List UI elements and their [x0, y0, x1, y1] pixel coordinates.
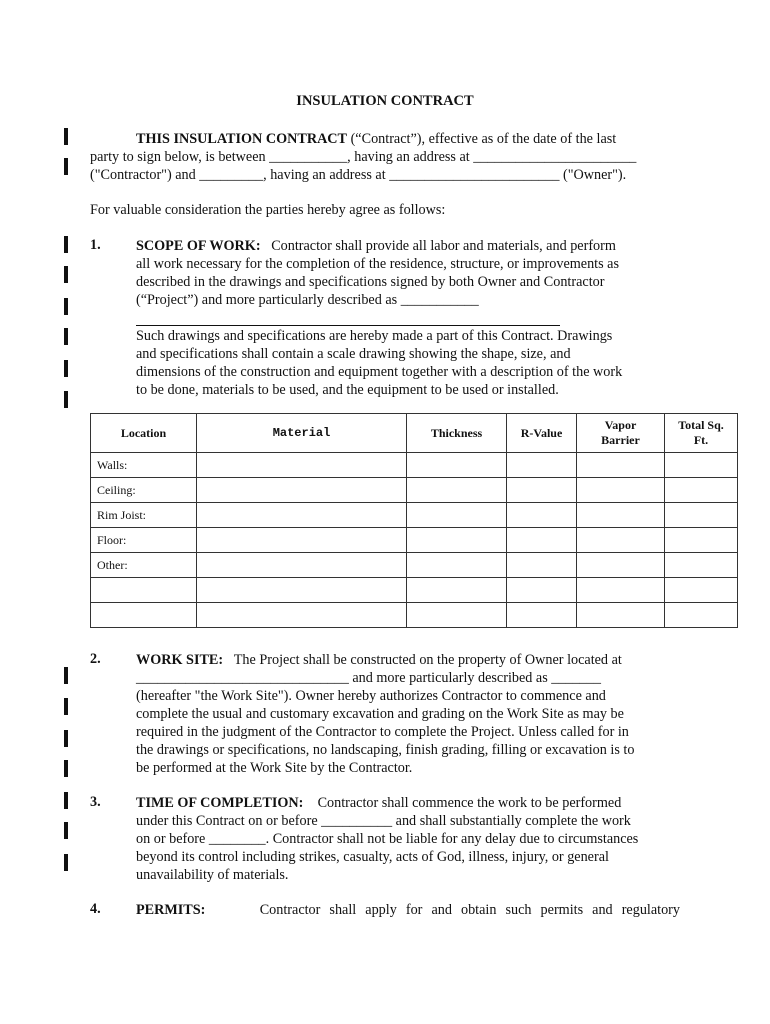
vapor-barrier-cell[interactable]	[577, 478, 665, 503]
section-line: required in the judgment of the Contractor to complete the Project. Unless called for in	[136, 724, 629, 740]
intro-line: party to sign below, is between ___________, having an address at _______________________	[90, 149, 637, 165]
row-label: Ceiling:	[91, 478, 197, 503]
vapor-barrier-cell[interactable]	[577, 553, 665, 578]
material-cell[interactable]	[197, 528, 407, 553]
page-title: INSULATION CONTRACT	[296, 93, 474, 109]
section-line: dimensions of the construction and equipment together with a description of the work	[136, 364, 623, 380]
section-line: on or before ________. Contractor shall not be liable for any delay due to circumstances	[136, 831, 639, 847]
section-line: be performed at the Work Site by the Contractor.	[136, 760, 413, 776]
vapor-barrier-cell[interactable]	[577, 578, 665, 603]
section-line: complete the usual and customary excavation and grading on the Work Site as may be	[136, 706, 624, 722]
section-heading: SCOPE OF WORK:	[136, 238, 261, 254]
column-header: Location	[91, 414, 197, 453]
r-value-cell[interactable]	[507, 478, 577, 503]
section-line: under this Contract on or before __________ and shall substantially complete the work	[136, 813, 631, 829]
row-label: Rim Joist:	[91, 503, 197, 528]
total-sq-ft-cell[interactable]	[665, 503, 738, 528]
revision-bar	[64, 792, 68, 809]
section-time-of-completion	[136, 794, 656, 884]
revision-bar	[64, 391, 68, 408]
total-sq-ft-cell[interactable]	[665, 578, 738, 603]
column-header: Vapor Barrier	[577, 414, 665, 453]
r-value-cell[interactable]	[507, 528, 577, 553]
thickness-cell[interactable]	[407, 478, 507, 503]
section-heading: TIME OF COMPLETION:	[136, 795, 304, 811]
intro-line: (“Contract”), effective as of the date of the last	[347, 131, 617, 147]
total-sq-ft-cell[interactable]	[665, 528, 738, 553]
revision-bar	[64, 822, 68, 839]
vapor-barrier-cell[interactable]	[577, 453, 665, 478]
section-number: 4.	[90, 901, 101, 917]
revision-bar	[64, 698, 68, 715]
r-value-cell[interactable]	[507, 553, 577, 578]
section-permits	[136, 901, 680, 919]
vapor-barrier-cell[interactable]	[577, 503, 665, 528]
blank-underline	[136, 325, 560, 326]
thickness-cell[interactable]	[407, 453, 507, 478]
section-number: 3.	[90, 794, 101, 810]
thickness-cell[interactable]	[407, 503, 507, 528]
table-row	[91, 603, 738, 628]
section-number: 1.	[90, 237, 101, 253]
row-label: Walls:	[91, 453, 197, 478]
r-value-cell[interactable]	[507, 503, 577, 528]
table-row	[91, 553, 738, 578]
table-row	[91, 528, 738, 553]
r-value-cell[interactable]	[507, 578, 577, 603]
material-cell[interactable]	[197, 578, 407, 603]
total-sq-ft-cell[interactable]	[665, 453, 738, 478]
section-number: 2.	[90, 651, 101, 667]
section-line: all work necessary for the completion of the residence, structure, or improvements as	[136, 256, 619, 272]
section-work-site	[136, 651, 656, 777]
vapor-barrier-cell[interactable]	[577, 528, 665, 553]
column-header: Total Sq. Ft.	[665, 414, 738, 453]
revision-bar	[64, 854, 68, 871]
material-cell[interactable]	[197, 453, 407, 478]
row-label[interactable]	[91, 603, 197, 628]
section-line: the drawings or specifications, no landscaping, finish grading, filling or excavation is to	[136, 742, 635, 758]
table-row	[91, 503, 738, 528]
column-header: Thickness	[407, 414, 507, 453]
r-value-cell[interactable]	[507, 453, 577, 478]
column-header: R-Value	[507, 414, 577, 453]
thickness-cell[interactable]	[407, 528, 507, 553]
section-line: and specifications shall contain a scale drawing showing the shape, size, and	[136, 346, 571, 362]
material-cell[interactable]	[197, 553, 407, 578]
material-cell[interactable]	[197, 478, 407, 503]
intro-paragraph	[90, 130, 680, 184]
row-label[interactable]	[91, 578, 197, 603]
vapor-barrier-cell[interactable]	[577, 603, 665, 628]
total-sq-ft-cell[interactable]	[665, 603, 738, 628]
section-heading: PERMITS:	[136, 902, 206, 918]
thickness-cell[interactable]	[407, 603, 507, 628]
row-label: Floor:	[91, 528, 197, 553]
section-line: described in the drawings and specifications signed by both Owner and Contractor	[136, 274, 605, 290]
table-row	[91, 453, 738, 478]
row-label: Other:	[91, 553, 197, 578]
section-heading: WORK SITE:	[136, 652, 224, 668]
total-sq-ft-cell[interactable]	[665, 553, 738, 578]
section-line: The Project shall be constructed on the property of Owner located at	[233, 652, 622, 668]
section-line: Contractor shall provide all labor and materials, and perform	[271, 238, 616, 254]
section-line: Such drawings and specifications are hereby made a part of this Contract. Drawings	[136, 328, 613, 344]
revision-bar	[64, 266, 68, 283]
revision-bar	[64, 236, 68, 253]
section-scope	[136, 237, 656, 309]
section-line: ______________________________ and more particularly described as _______	[136, 670, 601, 686]
revision-bar	[64, 128, 68, 145]
revision-bar	[64, 360, 68, 377]
consideration-text: For valuable consideration the parties hereby agree as follows:	[90, 202, 446, 218]
revision-bar	[64, 298, 68, 315]
r-value-cell[interactable]	[507, 603, 577, 628]
table-header-row	[91, 414, 738, 453]
material-cell[interactable]	[197, 503, 407, 528]
table-row	[91, 578, 738, 603]
revision-bar	[64, 667, 68, 684]
section-line: (“Project”) and more particularly described as ___________	[136, 292, 479, 308]
revision-bar	[64, 328, 68, 345]
revision-bar	[64, 158, 68, 175]
total-sq-ft-cell[interactable]	[665, 478, 738, 503]
section-scope-continued	[136, 327, 656, 399]
section-line: unavailability of materials.	[136, 867, 289, 883]
section-line: beyond its control including strikes, casualty, acts of God, illness, injury, or general	[136, 849, 609, 865]
revision-bar	[64, 730, 68, 747]
section-line: Contractor shall commence the work to be performed	[317, 795, 622, 811]
intro-lead: THIS INSULATION CONTRACT	[136, 131, 348, 147]
section-line: (hereafter "the Work Site"). Owner hereby authorizes Contractor to commence and	[136, 688, 606, 704]
material-cell[interactable]	[197, 603, 407, 628]
thickness-cell[interactable]	[407, 578, 507, 603]
intro-line: ("Contractor") and _________, having an address at ________________________ ("Owner").	[90, 167, 627, 183]
section-line: Contractor shall apply for and obtain such permits and regulatory	[259, 902, 681, 918]
column-header: Material	[197, 414, 407, 453]
thickness-cell[interactable]	[407, 553, 507, 578]
revision-bar	[64, 760, 68, 777]
table-row	[91, 478, 738, 503]
insulation-table	[90, 413, 738, 628]
section-line: to be done, materials to be used, and the equipment to be used or installed.	[136, 382, 559, 398]
